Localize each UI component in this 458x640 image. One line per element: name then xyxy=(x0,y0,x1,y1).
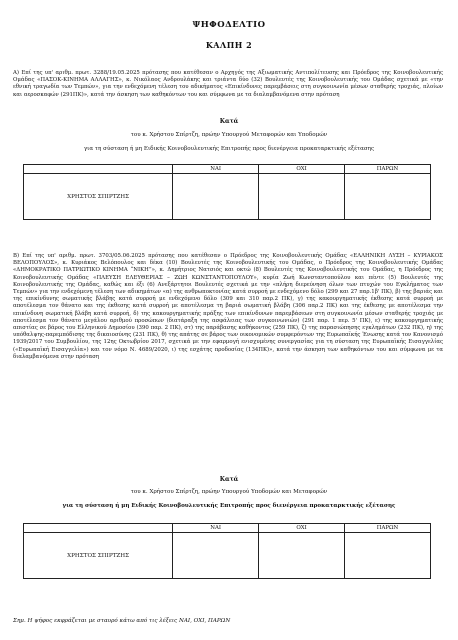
yes-vote-box[interactable] xyxy=(173,533,259,579)
kata-b-heading: Κατά xyxy=(219,476,239,483)
name-header-cell xyxy=(24,165,173,174)
candidate-name: ΧΡΗΣΤΟΣ ΣΠΙΡΤΖΗΣ xyxy=(24,533,173,579)
vote-table-b xyxy=(23,523,431,579)
against-a-text: του κ. Χρήστου Σπίρτζη, πρώην Υπουργού Μεταφορών και Υποδομών xyxy=(130,132,328,138)
present-header: ΠΑΡΩΝ xyxy=(344,165,430,174)
against-b-text: του κ. Χρήστου Σπίρτζη, πρώην Υπουργού Υποδομών και Μεταφορών xyxy=(130,489,328,495)
proposal-a-text: Α) Επί της υπ' αριθμ. πρωτ. 3288/19.05.2025 πρότασης που κατέθεσαν ο Αρχηγός της Αξιωματικής Αντιπολίτευσης και Πρόεδρος της Κοινοβουλευτικής Ομάδας «ΠΑΣΟΚ-ΚΙΝΗΜΑ ΑΛΛΑΓΗΣ», κ. Νικόλαος Ανδρουλάκης και τριάντα δύο (32) Βουλευτές της Κοινοβουλευτικής του Ομάδας σχετικά με «την εθνική τραγωδία των Τεμπών», για την ενδεχόμενη τέλεση του αδικήματος «Επικίνδυνες παρεμβάσεις στη συγκοινωνία μέσων σταθερής τροχιάς, πλοίων και αεροσκαφών (291ΠΚ)», κατά την άσκηση των καθηκόντων του και σύμφωνα με τα διαλαμβανόμενα στην πρόταση xyxy=(13,70,443,98)
voting-note: Σημ. Η ψήφος εκφράζεται με σταυρό κάτω από τις λέξεις ΝΑΙ, ΟΧΙ, ΠΑΡΩΝ xyxy=(13,618,231,624)
no-vote-box[interactable] xyxy=(259,174,345,220)
yes-header: ΝΑΙ xyxy=(173,165,259,174)
vote-table-a xyxy=(23,164,431,220)
candidate-name: ΧΡΗΣΤΟΣ ΣΠΙΡΤΖΗΣ xyxy=(24,174,173,220)
committee-b-text: για τη σύσταση ή μη Ειδικής Κοινοβουλευτικής Επιτροπής προς διενέργεια προκαταρκτικής εξέτασης xyxy=(62,503,396,509)
present-vote-box[interactable] xyxy=(344,174,430,220)
present-header: ΠΑΡΩΝ xyxy=(344,524,430,533)
name-header-cell xyxy=(24,524,173,533)
yes-header: ΝΑΙ xyxy=(173,524,259,533)
proposal-b-text: Β) Επί της υπ' αριθμ. πρωτ. 3703/05.06.2025 πρότασης που κατέθεσαν ο Πρόεδρος της Κοινοβουλευτικής Ομάδας «ΕΛΛΗΝΙΚΗ ΛΥΣΗ – ΚΥΡΙΑΚΟΣ ΒΕΛΟΠΟΥΛΟΣ», κ. Κυριάκος Βελόπουλος και δέκα (10) Βουλευτές της Κοινοβουλευτικής του Ομάδας, ο Πρόεδρος της Κοινοβουλευτικής Ομάδας «ΔΗΜΟΚΡΑΤΙΚΟ ΠΑΤΡΙΩΤΙΚΟ ΚΙΝΗΜΑ “ΝΙΚΗ”», κ. Δημήτριος Νατσιός και οκτώ (8) Βουλευτές της Κοινοβουλευτικής του Ομάδας, η Πρόεδρος της Κοινοβουλευτικής Ομάδας «ΠΛΕΥΣΗ ΕΛΕΥΘΕΡΙΑΣ – ΖΩΗ ΚΩΝΣΤΑΝΤΟΠΟΥΛΟΥ», κυρία Ζωή Κωνσταντοπούλου και πέντε (5) Βουλευτές της Κοινοβουλευτικής της Ομάδας, καθώς και έξι (6) Ανεξάρτητοι Βουλευτές σχετικά με την «πλήρη διερεύνηση όλων των πτυχών του Εγκλήματος των Τεμπών» για την ενδεχόμενη τέλεση των αδικημάτων «α) της ανθρωποκτονίας κατά συρροή με ενδεχόμενο δόλο (299 και 27 παρ.1β' ΠΚ), β) της βαριάς και της επικίνδυνης σωματικής βλάβης κατά συρροή με ενδεχόμενο δόλο (309 και 310 παρ.2 ΠΚ), γ) της κακουργηματικής έκθεσης κατά συρροή με αποτέλεσμα τον θάνατο και της έκθεσης κατά συρροή με αποτέλεσμα τη βαριά σωματική βλάβη (306 παρ.2 ΠΚ) και της έκθεσης με αποτέλεσμα την επικίνδυνη σωματική βλάβη κατά συρροή, δ) της κακουργηματικής πράξης των επικίνδυνων παρεμβάσεων στη συγκοινωνία μέσων σταθερής τροχιάς με αποτέλεσμα τον θάνατο μεγάλου αριθμού προσώπων (διατάραξη της ασφάλειας των συγκοινωνιών) (291 παρ. 1 περ. 5' ΠΚ), ε) της κακουργηματικής απιστίας σε βάρος του Ελληνικού Δημοσίου (390 παρ. 2 ΠΚ), στ) της παράβασης καθήκοντος (259 ΠΚ), ζ) της παρασιώπησης εγκλημάτων (232 ΠΚ), η) της υπόθαλψης-παρεμπόδισης της δικαιοσύνης (231 ΠΚ), θ) της απάτης σε βάρος των οικονομικών συμφερόντων της Ευρωπαϊκής Ένωσης κατά τον Κανονισμό 1939/2017 του Συμβουλίου, της 12ης Οκτωβρίου 2017, σχετικά με την εφαρμογή ενισχυμένης συνεργασίας για τη σύσταση της Ευρωπαϊκής Εισαγγελίας («Ευρωπαϊκή Εισαγγελία») και τον νόμο Ν. 4689/2020, ι) της εσχάτης προδοσίας (134ΠΚ)», κατά την άσκηση των καθηκόντων του και σύμφωνα με τα διαλαμβανόμενα στην πρόταση xyxy=(13,253,443,360)
no-vote-box[interactable] xyxy=(259,533,345,579)
ballot-title: ΨΗΦΟΔΕΛΤΙΟ xyxy=(192,20,266,30)
no-header: ΟΧΙ xyxy=(259,165,345,174)
ballot-box-label: ΚΑΛΠΗ 2 xyxy=(205,40,253,50)
yes-vote-box[interactable] xyxy=(173,174,259,220)
no-header: ΟΧΙ xyxy=(259,524,345,533)
kata-a-heading: Κατά xyxy=(219,118,239,125)
present-vote-box[interactable] xyxy=(344,533,430,579)
committee-a-text: για τη σύσταση ή μη Ειδικής Κοινοβουλευτικής Επιτροπής προς διενέργεια προκαταρκτικής εξέτασης xyxy=(83,146,375,152)
